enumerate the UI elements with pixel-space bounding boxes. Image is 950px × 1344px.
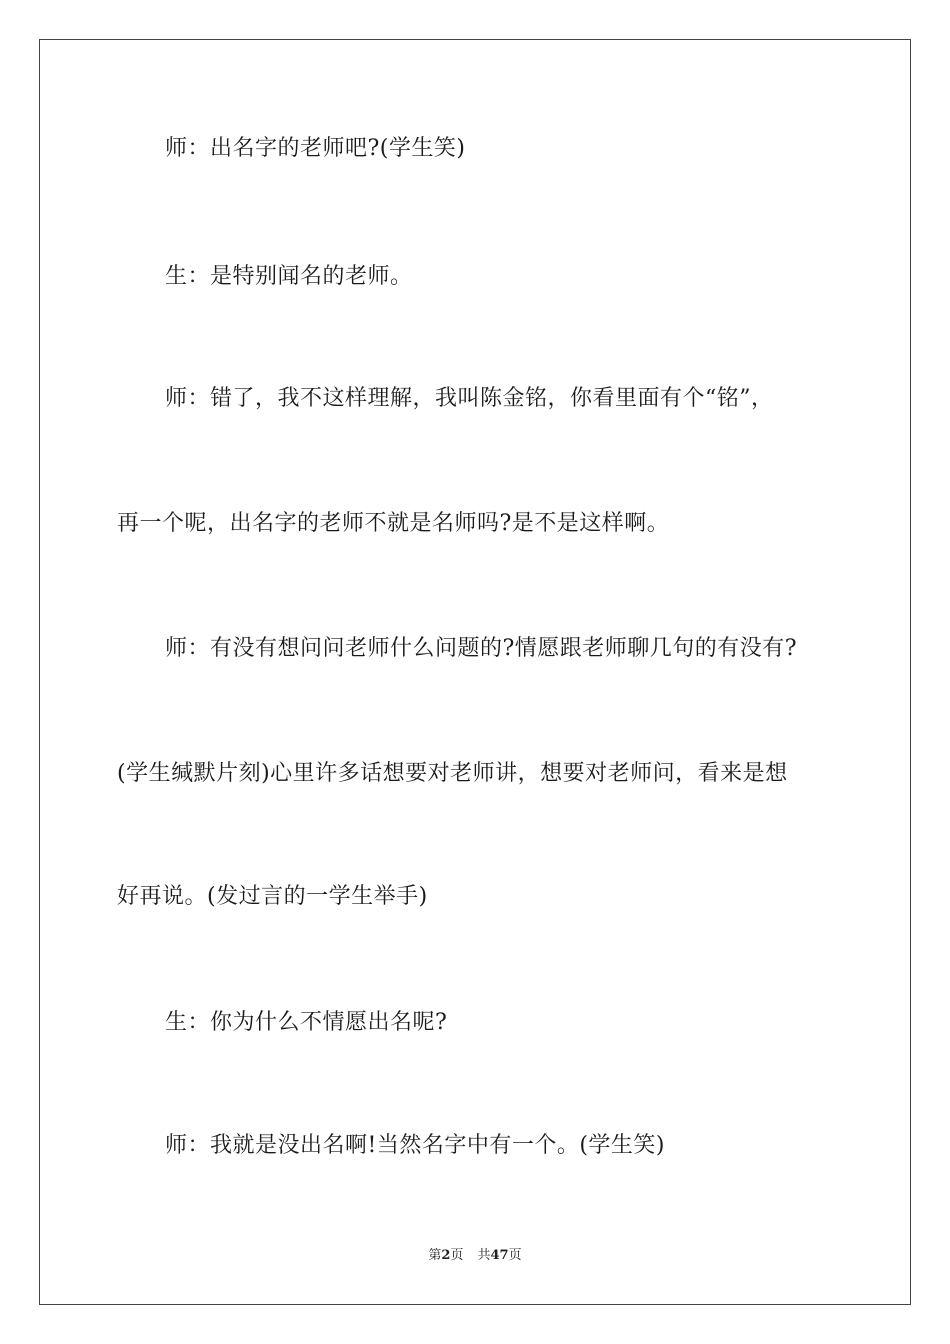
footer-page-suffix: 页	[450, 1248, 464, 1263]
page-border	[39, 39, 911, 1305]
text-line-3: 师：错了，我不这样理解，我叫陈金铭，你看里面有个“铭”，	[165, 386, 774, 411]
text-line-6: (学生缄默片刻)心里许多话想要对老师讲，想要对老师问，看来是想	[117, 761, 788, 786]
text-line-8: 生：你为什么不情愿出名呢?	[165, 1010, 448, 1035]
text-line-7: 好再说。(发过言的一学生举手)	[117, 884, 428, 909]
text-line-4: 再一个呢，出名字的老师不就是名师吗?是不是这样啊。	[117, 511, 670, 536]
footer-total-pages: 47	[490, 1248, 509, 1263]
footer-total-prefix: 共	[477, 1248, 491, 1263]
text-line-1: 师：出名字的老师吧?(学生笑)	[165, 136, 466, 161]
footer-page-prefix: 第	[428, 1248, 442, 1263]
page-footer	[0, 1247, 950, 1265]
footer-total-suffix: 页	[508, 1248, 522, 1263]
footer-page-number: 2	[441, 1248, 451, 1263]
text-line-5: 师：有没有想问问老师什么问题的?情愿跟老师聊几句的有没有?	[165, 636, 798, 661]
text-line-9: 师：我就是没出名啊!当然名字中有一个。(学生笑)	[165, 1133, 666, 1158]
text-line-2: 生：是特别闻名的老师。	[165, 264, 413, 289]
